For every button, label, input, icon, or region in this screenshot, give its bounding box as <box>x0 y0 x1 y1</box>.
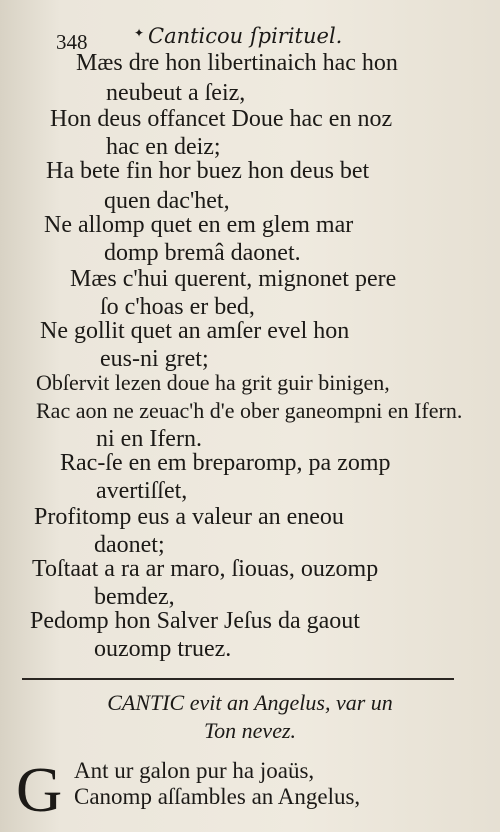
poem-line: ſo c'hoas er bed, <box>100 294 255 320</box>
drop-cap: G <box>16 754 63 825</box>
poem-line: Obſervit lezen doue ha grit guir binigen, <box>36 370 390 395</box>
ornament-icon: ✦ <box>134 26 145 40</box>
poem-line: Pedomp hon Salver Jeſus da gaout <box>30 608 360 634</box>
poem-line: avertiſſet, <box>96 478 188 504</box>
poem-line: hac en deiz; <box>106 134 221 160</box>
canticle-line: Canomp aſſambles an Angelus, <box>74 784 361 809</box>
poem-line: quen dac'het, <box>104 188 230 214</box>
poem-line: Ne gollit quet an amſer evel hon <box>40 318 350 344</box>
poem-line: Mæs c'hui querent, mignonet pere <box>70 266 397 292</box>
poem-line: Rac aon ne zeuac'h d'e ober ganeompni en Ifern. <box>36 398 463 423</box>
poem-line: Ne allomp quet en em glem mar <box>44 212 354 238</box>
poem-line: ouzomp truez. <box>94 636 232 662</box>
poem-line: Toſtaat a ra ar maro, ſiouas, ouzomp <box>32 556 379 582</box>
poem-line: Ha bete fin hor buez hon deus bet <box>46 158 370 184</box>
poem-line: ni en Ifern. <box>96 426 202 452</box>
poem-line: Rac-ſe en em breparomp, pa zomp <box>60 450 391 476</box>
page-number: 348 <box>56 30 88 54</box>
poem-line: neubeut a ſeiz, <box>106 80 246 106</box>
poem-line: eus-ni gret; <box>100 346 209 372</box>
poem-line: daonet; <box>94 532 165 558</box>
section-divider <box>22 678 454 680</box>
canticle-title: CANTIC evit an Angelus, var un <box>107 690 393 715</box>
poem-line: bemdez, <box>94 584 175 610</box>
canticle-subtitle: Ton nevez. <box>203 718 297 743</box>
running-title: Canticou ſpirituel. <box>148 24 343 48</box>
poem-line: Profitomp eus a valeur an eneou <box>34 504 344 530</box>
poem-line: Mæs dre hon libertinaich hac hon <box>76 50 398 76</box>
poem-line: domp bremâ daonet. <box>104 240 301 266</box>
canticle-line: Ant ur galon pur ha joaüs, <box>74 758 315 783</box>
poem-line: Hon deus offancet Doue hac en noz <box>50 106 393 132</box>
